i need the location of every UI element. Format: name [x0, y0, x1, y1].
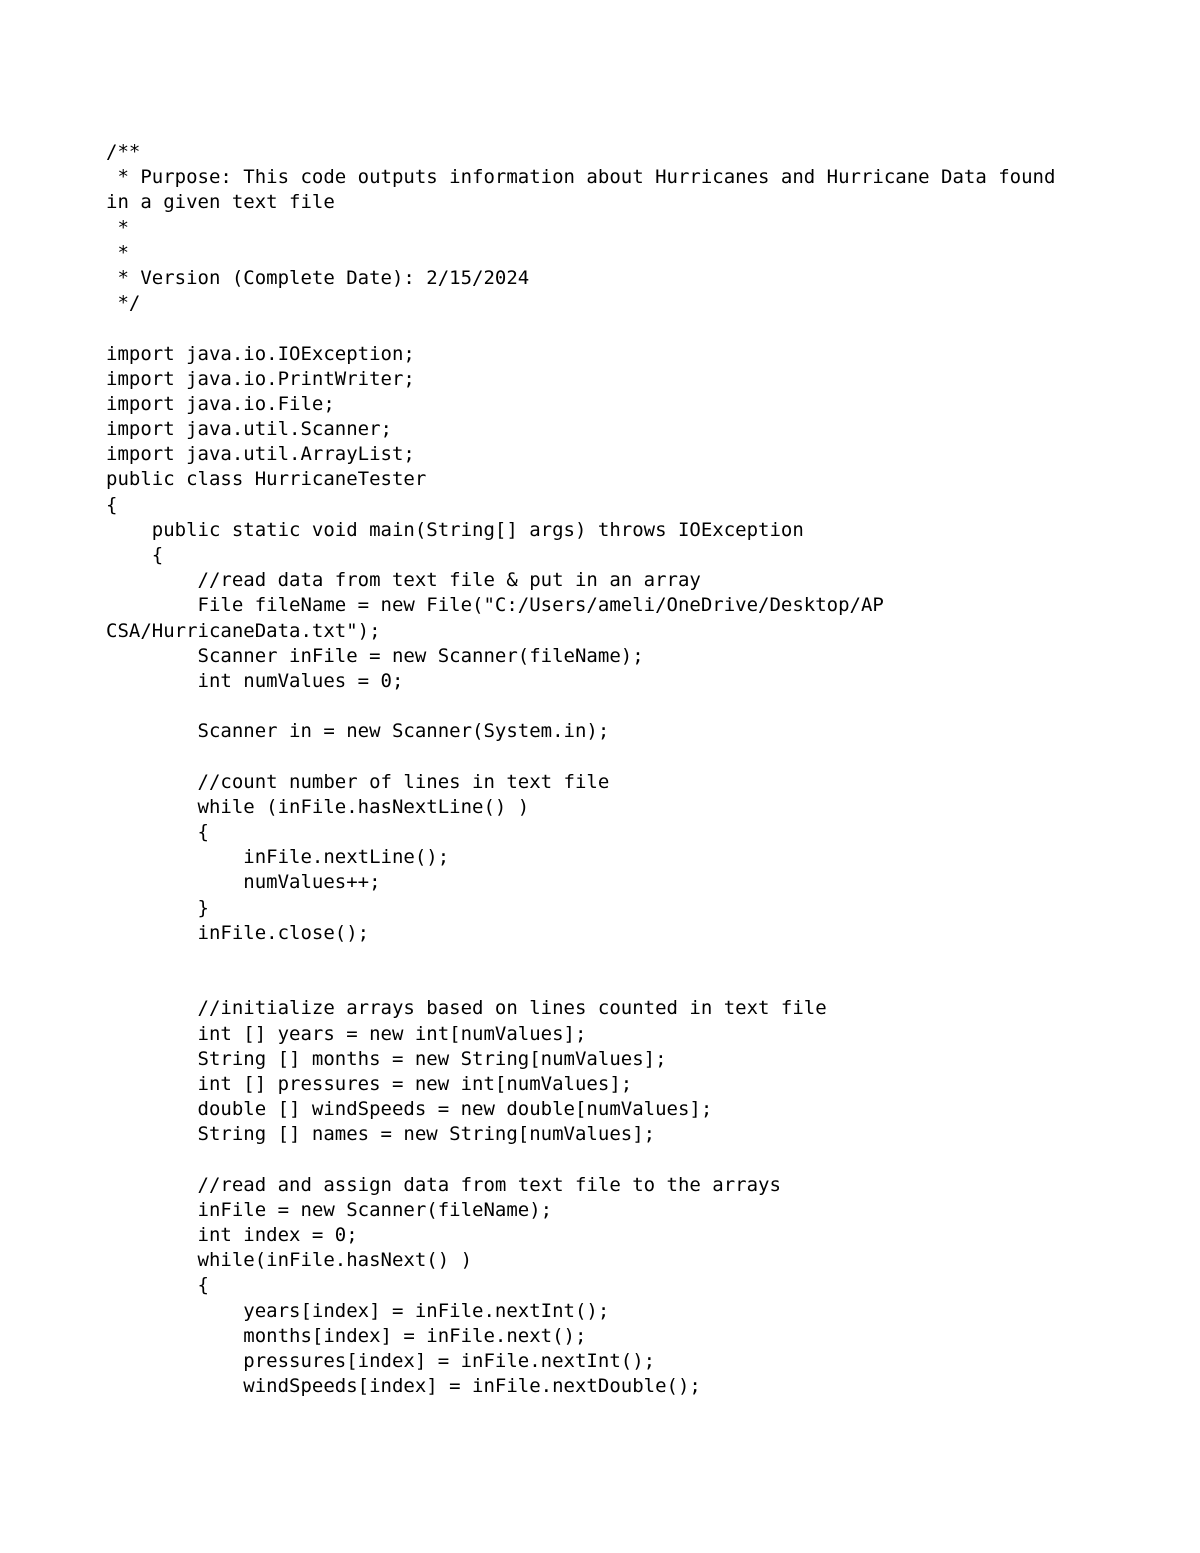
code-line: months[index] = inFile.next();	[106, 1324, 587, 1347]
code-line: public static void main(String[] args) throws IOException	[106, 518, 804, 541]
code-line: import java.io.File;	[106, 392, 335, 415]
code-line: inFile.close();	[106, 921, 370, 944]
code-line: *	[106, 216, 129, 239]
code-line: * Purpose: This code outputs information about Hurricanes and Hurricane Data found	[106, 166, 1056, 189]
code-line: numValues++;	[106, 871, 381, 894]
code-line: windSpeeds[index] = inFile.nextDouble();	[106, 1375, 701, 1398]
code-line: int numValues = 0;	[106, 669, 404, 692]
code-line: int [] years = new int[numValues];	[106, 1022, 587, 1045]
code-line: years[index] = inFile.nextInt();	[106, 1299, 610, 1322]
code-line: Scanner in = new Scanner(System.in);	[106, 720, 610, 743]
code-line: File fileName = new File("C:/Users/ameli/OneDrive/Desktop/AP	[106, 594, 884, 617]
code-line: //read and assign data from text file to the arrays	[106, 1173, 781, 1196]
code-line: int index = 0;	[106, 1224, 358, 1247]
code-line	[106, 1148, 1106, 1173]
code-line: int [] pressures = new int[numValues];	[106, 1072, 633, 1095]
code-line: //initialize arrays based on lines counted in text file	[106, 997, 827, 1020]
code-line: import java.io.PrintWriter;	[106, 367, 415, 390]
code-line: CSA/HurricaneData.txt");	[106, 619, 381, 642]
code-line: double [] windSpeeds = new double[numValues];	[106, 1098, 713, 1121]
code-line: import java.util.ArrayList;	[106, 443, 415, 466]
code-line: }	[106, 896, 209, 919]
code-line: /**	[106, 141, 141, 163]
code-line	[106, 745, 1106, 770]
code-line: pressures[index] = inFile.nextInt();	[106, 1350, 656, 1372]
code-line: public class HurricaneTester	[106, 468, 427, 491]
code-line: */	[106, 292, 141, 315]
code-line: {	[106, 1274, 209, 1297]
code-line: String [] months = new String[numValues];	[106, 1047, 667, 1070]
code-line: //read data from text file & put in an array	[106, 569, 701, 592]
code-line: inFile = new Scanner(fileName);	[106, 1198, 553, 1221]
code-line: while(inFile.hasNext() )	[106, 1249, 473, 1272]
code-line: * Version (Complete Date): 2/15/2024	[106, 266, 530, 289]
code-line: import java.io.IOException;	[106, 342, 415, 365]
code-line: *	[106, 241, 129, 264]
code-line: {	[106, 493, 118, 516]
code-line: inFile.nextLine();	[106, 846, 450, 869]
code-line: Scanner inFile = new Scanner(fileName);	[106, 644, 644, 667]
code-line: String [] names = new String[numValues];	[106, 1123, 656, 1146]
code-line	[106, 694, 1106, 719]
code-line: //count number of lines in text file	[106, 770, 610, 793]
code-line: {	[106, 821, 209, 844]
code-line: import java.util.Scanner;	[106, 418, 392, 441]
code-line: in a given text file	[106, 191, 335, 214]
code-line: while (inFile.hasNextLine() )	[106, 795, 530, 818]
code-line	[106, 316, 1106, 341]
code-line	[106, 946, 1106, 971]
java-source-code	[106, 140, 1106, 1399]
code-line	[106, 971, 1106, 996]
code-line: {	[106, 544, 164, 566]
